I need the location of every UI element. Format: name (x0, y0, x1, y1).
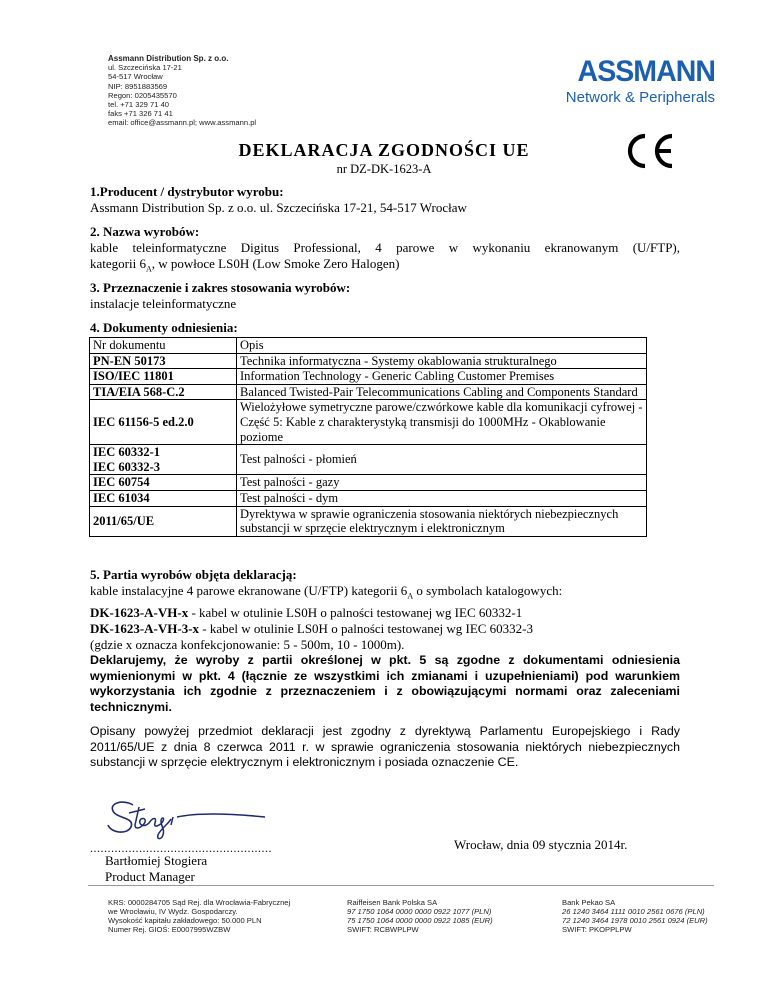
doc-number: 2011/65/UE (90, 506, 237, 536)
section-text-line2: kategorii $6_A$, w powłoce LS0H (Low Smoke Zero Halogen) (90, 256, 400, 274)
ce-mark-icon (623, 133, 679, 169)
col-doc-header: Nr dokumentu (90, 338, 237, 354)
doc-description: Dyrektywa w sprawie ograniczenia stosowania niektórych niebezpiecznych substancji w sprzęcie elektrycznym i elektronicznym (237, 506, 647, 536)
signer-role: Product Manager (105, 869, 195, 884)
section-batch (90, 567, 680, 653)
table-row (90, 384, 647, 400)
section-product-name (90, 224, 680, 278)
place-date: Wrocław, dnia 09 stycznia 2014r. (454, 837, 628, 852)
company-fax: faks +71 326 71 41 (108, 109, 173, 119)
batch-item: DK-1623-A-VH-3-x - kabel w otulinie LS0H o palności testowanej wg IEC 60332-3 (90, 620, 534, 636)
section-reference-docs (90, 320, 680, 336)
doc-number: IEC 61156-5 ed.2.0 (90, 400, 237, 445)
footer-registration: KRS: 0000284705 Sąd Rej. dla Wrocławia-Fabrycznej we Wrocławiu, IV Wydz. Gospodarczy. Wysokość kapitału zakładowego: 50.000 PLN Numer Rej. GIOŚ: E0007995WZBW (108, 898, 291, 934)
doc-number: IEC 61034 (90, 490, 237, 506)
doc-description: Technika informatyczna - Systemy okablowania strukturalnego (237, 353, 647, 369)
document-title: DEKLARACJA ZGODNOŚCI UE (238, 140, 530, 160)
section-heading: 1.Producent / dystrybutor wyrobu: (90, 184, 284, 199)
company-info (108, 54, 256, 128)
section-text: kable teleinformatyczne Digitus Professional, 4 parowe w wykonaniu ekranowanym (U/FTP), (90, 240, 680, 255)
declaration-text: Opisany powyżej przedmiot deklaracji jest zgodny z dyrektywą Parlamentu Europejskiego i Rady 2011/65/UE z dnia 8 czerwca 2011 r. w sprawie ograniczenia stosowania niektórych niebezpiecznych substancji w sprzęcie elektrycznym i elektronicznym i posiada oznaczenie CE. (90, 724, 680, 769)
doc-number: PN-EN 50173 (90, 353, 237, 369)
company-email: email: office@assmann.pl; www.assmann.pl (108, 118, 257, 128)
doc-description: Test palności - dym (237, 490, 647, 506)
assmann-logo (535, 57, 715, 107)
handwritten-signature (105, 795, 275, 845)
batch-item: DK-1623-A-VH-x - kabel w otulinie LS0H o palności testowanej wg IEC 60332-1 (90, 604, 523, 620)
doc-number: IEC 60754 (90, 475, 237, 491)
declaration-bold: Deklarujemy, że wyroby z partii określonej w pkt. 5 są zgodne z dokumentami odniesienia wymienionymi w pkt. 4 (łącznie ze wszystkimi ich zmianami i uzupełnieniami) pod warunkiem wykorzystania ich zgodnie z przeznaczeniem i z obowiązującymi normami oraz zaleceniami technicznymi. (90, 653, 680, 714)
doc-description: Balanced Twisted-Pair Telecommunications Cabling and Components Standard (237, 384, 647, 400)
company-city: 54-517 Wrocław (108, 72, 163, 82)
doc-number: ISO/IEC 11801 (90, 369, 237, 385)
doc-number: TIA/EIA 568-C.2 (90, 384, 237, 400)
doc-number: IEC 60332-1 IEC 60332-3 (90, 445, 237, 475)
section-heading: 5. Partia wyrobów objęta deklaracją: (90, 567, 297, 582)
section-heading: 2. Nazwa wyrobów: (90, 224, 200, 239)
batch-intro: kable instalacyjne 4 parowe ekranowane (U/FTP) kategorii $6_A$ o symbolach katalogowych: (90, 583, 563, 601)
section-heading: 3. Przeznaczenie i zakres stosowania wyrobów: (90, 280, 351, 295)
section-producer (90, 184, 680, 216)
footer-bank-raiffeisen: Raiffeisen Bank Polska SA 97 1750 1064 0000 0000 0922 1077 (PLN) 75 1750 1064 0000 0000 0922 1085 (EUR) SWIFT: RCBWPLPW (347, 898, 493, 934)
signer-name: Bartłomiej Stogiera (105, 853, 208, 868)
table-header-row (90, 338, 647, 354)
section-text: Assmann Distribution Sp. z o.o. ul. Szczecińska 17-21, 54-517 Wrocław (90, 200, 467, 215)
doc-description: Test palności - gazy (237, 475, 647, 491)
doc-description: Test palności - płomień (237, 445, 647, 475)
doc-description: Information Technology - Generic Cabling Customer Premises (237, 369, 647, 385)
table-row (90, 506, 647, 536)
table-row (90, 369, 647, 385)
company-regon: Regon: 0205435570 (108, 90, 177, 100)
company-tel: tel. +71 329 71 40 (108, 100, 170, 110)
logo-name: ASSMANN (577, 55, 715, 88)
company-name: Assmann Distribution Sp. z o.o. (108, 54, 229, 63)
table-row (90, 400, 647, 445)
signature-line: .................................................... (90, 841, 272, 855)
table-row (90, 445, 647, 475)
company-street: ul. Szczecińska 17-21 (108, 63, 182, 73)
footer-divider (88, 885, 714, 886)
table-row (90, 490, 647, 506)
doc-description: Wielożyłowe symetryczne parowe/czwórkowe kable dla komunikacji cyfrowej - Część 5: Kable z charakterystyką transmisji do 1000MHz - Okablowanie poziome (237, 400, 647, 445)
document-number: nr DZ-DK-1623-A (336, 162, 432, 176)
company-nip: NIP: 8951883569 (108, 81, 168, 91)
col-desc-header: Opis (237, 338, 647, 354)
reference-docs-table (89, 337, 647, 537)
logo-subtitle: Network & Peripherals (565, 89, 715, 106)
signer-block (105, 853, 207, 885)
section-text: instalacje teleinformatyczne (90, 296, 237, 311)
footer-bank-pekao: Bank Pekao SA 26 1240 3464 1111 0010 2561 0676 (PLN) 72 1240 3464 1978 0010 2561 0924 (EUR) SWIFT: PKOPPLPW (562, 898, 708, 934)
section-purpose (90, 280, 680, 312)
table-row (90, 353, 647, 369)
section-heading: 4. Dokumenty odniesienia: (90, 320, 238, 335)
batch-note: (gdzie x oznacza konfekcjonowanie: 5 - 500m, 10 - 1000m). (90, 636, 405, 652)
table-row (90, 475, 647, 491)
